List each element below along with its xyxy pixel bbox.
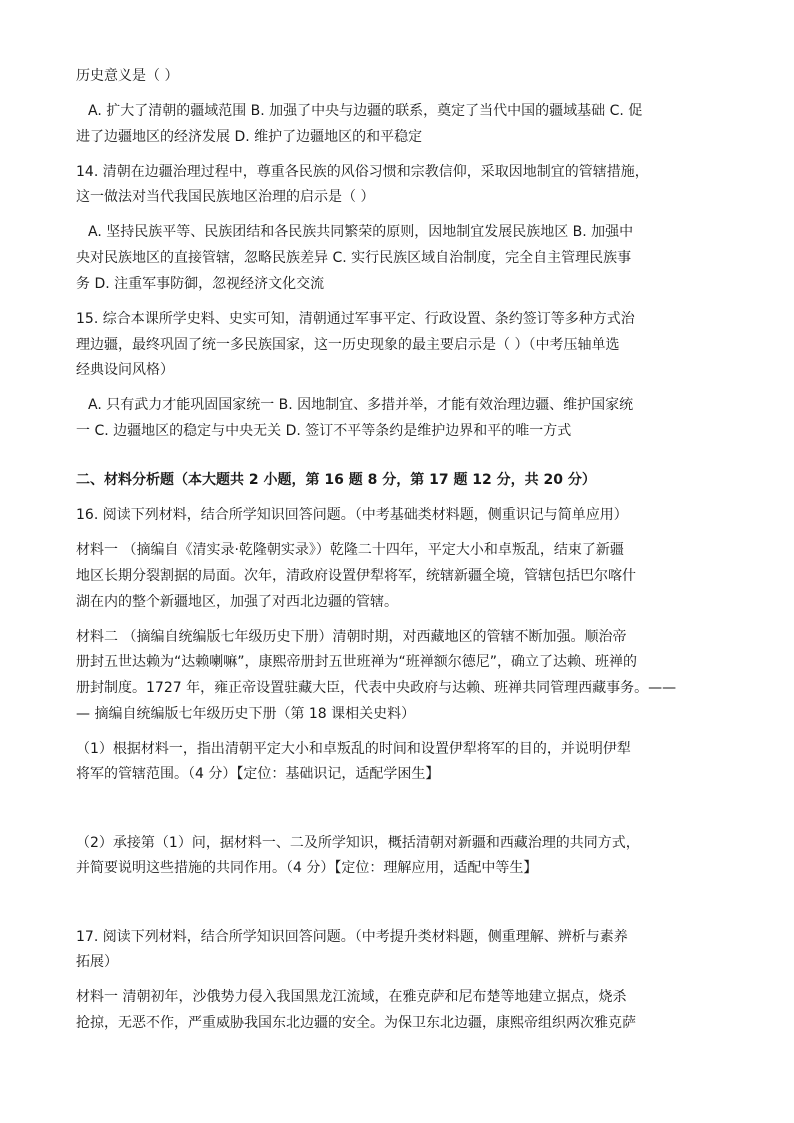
- option-line: 一 C. 边疆地区的稳定与中央无关 D. 签订不平等条约是维护边界和平的唯一方式: [76, 423, 572, 439]
- question-14: 14. 清朝在边疆治理过程中，尊重各民族的风俗习惯和宗教信仰，采取因地制宜的管辖措施，: [76, 164, 649, 180]
- material-line: 材料二 （摘编自统编版七年级历史下册）清朝时期，对西藏地区的管辖不断加强。顺治帝: [76, 629, 627, 645]
- option-line: 进了边疆地区的经济发展 D. 维护了边疆地区的和平稳定: [76, 129, 423, 145]
- text-line: 这一做法对当代我国民族地区治理的启示是（ ）: [76, 189, 375, 205]
- option-line: A. 只有武力才能巩固国家统一 B. 因地制宜、多措并举，才能有效治理边疆、维护国家统: [88, 397, 634, 413]
- material-line: 材料一 （摘编自《清实录·乾隆朝实录》）乾隆二十四年，平定大小和卓叛乱，结束了新疆: [76, 542, 624, 558]
- sub-question-1: （1）根据材料一，指出清朝平定大小和卓叛乱的时间和设置伊犁将军的目的，并说明伊犁: [76, 741, 631, 757]
- text-line: 拓展）: [76, 954, 118, 970]
- material-line: 地区长期分裂割据的局面。次年，清政府设置伊犁将军，统辖新疆全境，管辖包括巴尔喀什: [76, 568, 636, 584]
- material-line: — 摘编自统编版七年级历史下册（第 18 课相关史料）: [76, 706, 416, 722]
- option-line: 央对民族地区的直接管辖，忽略民族差异 C. 实行民族区域自治制度，完全自主管理民族事: [76, 250, 632, 266]
- text-line: 并简要说明这些措施的共同作用。（4 分）【定位：理解应用，适配中等生】: [76, 860, 538, 876]
- material-line: 抢掠，无恶不作，严重威胁我国东北边疆的安全。为保卫东北边疆，康熙帝组织两次雅克萨: [76, 1015, 636, 1031]
- material-line: 册封五世达赖为“达赖喇嘛”，康熙帝册封五世班禅为“班禅额尔德尼”，确立了达赖、班禅的: [76, 654, 638, 670]
- material-line: 湖在内的整个新疆地区，加强了对西北边疆的管辖。: [76, 594, 398, 610]
- option-line: 务 D. 注重军事防御，忽视经济文化交流: [76, 276, 325, 292]
- question-16: 16. 阅读下列材料，结合所学知识回答问题。（中考基础类材料题，侧重识记与简单应用）: [76, 507, 628, 523]
- sub-question-2: （2）承接第（1）问，据材料一、二及所学知识，概括清朝对新疆和西藏治理的共同方式，: [76, 835, 640, 851]
- text-line: 理边疆，最终巩固了统一多民族国家，这一历史现象的最主要启示是（ ）（中考压轴单选: [76, 337, 620, 353]
- text-line: 经典设问风格）: [76, 362, 174, 378]
- text-line: 历史意义是（ ）: [76, 68, 179, 84]
- option-line: A. 扩大了清朝的疆域范围 B. 加强了中央与边疆的联系，奠定了当代中国的疆域基础 C. 促: [88, 103, 643, 119]
- question-17: 17. 阅读下列材料，结合所学知识回答问题。（中考提升类材料题，侧重理解、辨析与素养: [76, 929, 628, 945]
- section-heading: 二、材料分析题（本大题共 2 小题，第 16 题 8 分，第 17 题 12 分，共 20 分）: [76, 472, 596, 488]
- text-line: 将军的管辖范围。（4 分）【定位：基础识记，适配学困生】: [76, 766, 440, 782]
- material-line: 材料一 清朝初年，沙俄势力侵入我国黑龙江流域，在雅克萨和尼布楚等地建立据点，烧杀: [76, 989, 627, 1005]
- material-line: 册封制度。1727 年，雍正帝设置驻藏大臣，代表中央政府与达赖、班禅共同管理西藏事务。——: [76, 680, 677, 696]
- option-line: A. 坚持民族平等、民族团结和各民族共同繁荣的原则，因地制宜发展民族地区 B. 加强中: [88, 224, 634, 240]
- question-15: 15. 综合本课所学史料、史实可知，清朝通过军事平定、行政设置、条约签订等多种方式治: [76, 311, 635, 327]
